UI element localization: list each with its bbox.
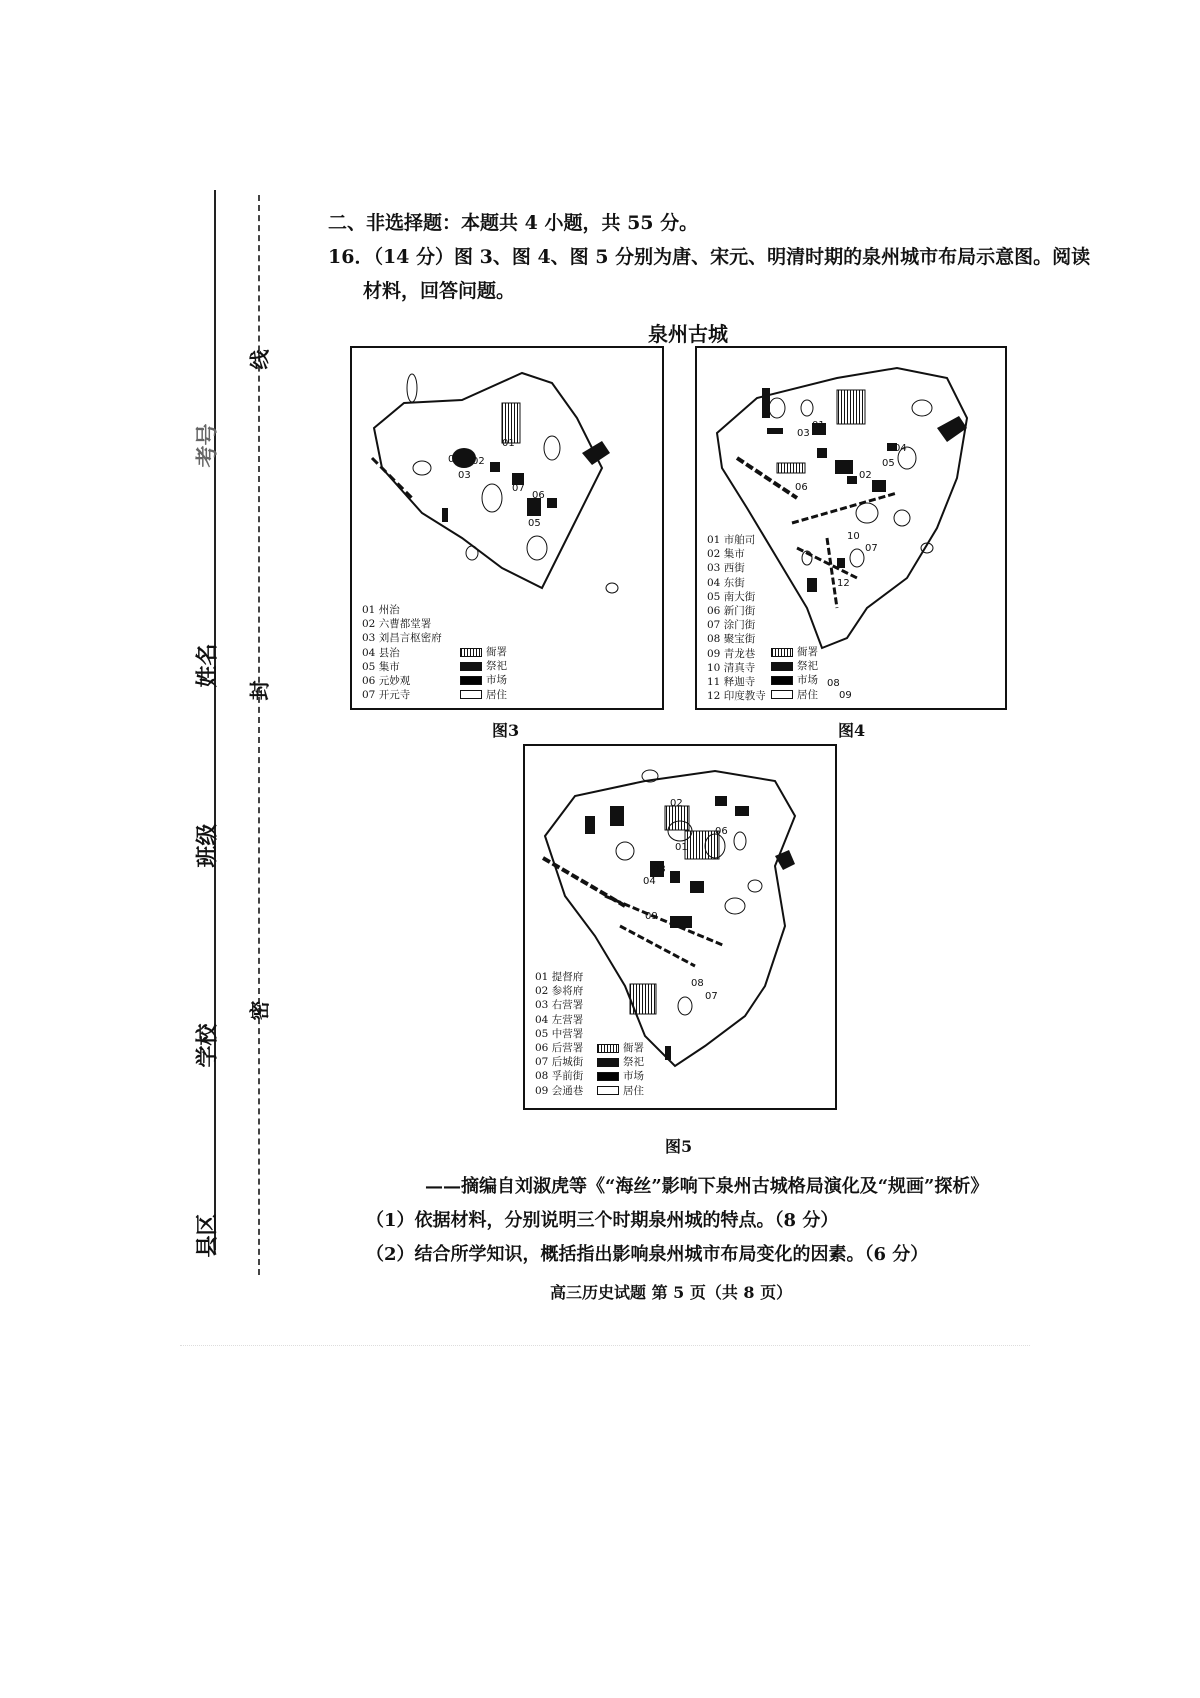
key-residence: 居住 [623,1084,644,1097]
fig3-label-02: 02 [472,456,485,467]
fig3-label-05: 05 [528,518,541,529]
fig3-key [460,645,507,702]
sacrifice-swatch [771,662,793,671]
fig4-label-05: 05 [882,458,895,469]
fig4-label-09: 09 [839,690,852,701]
fig5-legend [535,970,583,1098]
fig5-map [523,744,837,1110]
fig3-legend-item: 07 开元寺 [362,689,411,702]
fig3-label-06: 06 [532,490,545,501]
fig4-legend-item: 11 释迦寺 [707,676,756,689]
fig5-label-08: 08 [691,978,704,989]
sacrifice-swatch [597,1058,619,1067]
fig4-key [771,645,818,702]
fig5-legend-item: 09 会通巷 [535,1084,584,1097]
fig4-legend-item: 06 新门街 [707,605,756,618]
fig5-legend-item: 02 参将府 [535,985,584,998]
margin-label-exam-no: 考号 [194,423,221,468]
fig3-legend-item: 03 刘昌言枢密府 [362,632,442,645]
fig3-map [350,346,664,710]
fig4-label-06: 06 [795,482,808,493]
fig3-legend [362,603,442,702]
fig3-label-01: 01 [502,438,515,449]
key-residence: 居住 [486,688,507,701]
fig3-legend-item: 06 元妙观 [362,675,411,688]
yamen-swatch [597,1044,619,1053]
fig5-label-03: 03 [653,864,666,875]
fig3-legend-item: 02 六曹都堂署 [362,618,432,631]
key-market: 市场 [623,1070,644,1083]
margin-solid-line [214,190,216,1250]
fig5-label-09: 09 [645,911,658,922]
fig5-label-07: 07 [705,991,718,1002]
fig5-caption: 图5 [665,1137,693,1156]
fig5-legend-item: 07 后城街 [535,1056,584,1069]
margin-label-class: 班级 [194,823,221,868]
fig5-legend-item: 03 右营署 [535,999,584,1012]
fig4-legend-item: 05 南大街 [707,590,756,603]
figure-title: 泉州古城 [648,322,728,346]
key-market: 市场 [797,674,818,687]
seal-mark-feng: 封 [247,680,272,701]
key-market: 市场 [486,674,507,687]
fig3-legend-item: 04 县治 [362,646,400,659]
fig5-legend-item: 01 提督府 [535,971,584,983]
key-yamen: 衙署 [486,646,507,658]
fig5-legend-item: 06 后营署 [535,1042,584,1055]
fig4-caption: 图4 [838,721,866,740]
fig4-legend-item: 12 印度教寺 [707,690,766,703]
fig5-legend-item: 08 孚前街 [535,1070,584,1083]
yamen-swatch [460,648,482,657]
seal-mark-mi: 密 [247,1000,272,1021]
key-sacrifice: 祭祀 [486,660,507,673]
fig4-map [695,346,1007,710]
key-yamen: 衙署 [623,1042,644,1054]
fig5-legend-item: 05 中营署 [535,1027,584,1040]
fig4-legend-item: 10 清真寺 [707,661,756,674]
fig4-label-03: 03 [797,428,810,439]
fig3-label-04: 04 [448,454,461,465]
key-yamen: 衙署 [797,646,818,658]
residence-swatch [597,1086,619,1095]
fig4-legend-item: 03 西街 [707,562,745,575]
fig4-label-01: 01 [812,420,825,431]
key-sacrifice: 祭祀 [797,660,818,673]
fig3-label-07: 07 [512,483,525,494]
fig4-label-02: 02 [859,470,872,481]
q16-line2: 材料，回答问题。 [363,280,516,302]
fig3-label-03: 03 [458,470,471,481]
residence-swatch [771,690,793,699]
market-swatch [460,676,482,685]
fig4-legend-item: 02 集市 [707,548,745,561]
fig4-legend-item: 09 青龙巷 [707,647,756,660]
seal-mark-xian: 线 [247,349,272,370]
fig4-label-04: 04 [894,443,907,454]
market-swatch [771,676,793,685]
fig4-label-10: 10 [847,531,860,542]
page-footer: 高三历史试题 第 5 页（共 8 页） [550,1283,793,1302]
fig4-legend-item: 07 涂门街 [707,619,756,632]
key-sacrifice: 祭祀 [623,1056,644,1069]
margin-label-district: 县区 [194,1213,221,1258]
question-2: （2）结合所学知识，概括指出影响泉州城市布局变化的因素。（6 分） [366,1244,929,1265]
residence-swatch [460,690,482,699]
page-separator [180,1345,1030,1346]
fig4-legend-item: 08 聚宝街 [707,633,756,646]
fig4-legend-item: 01 市舶司 [707,534,756,546]
market-swatch [597,1072,619,1081]
sacrifice-swatch [460,662,482,671]
fig5-label-04: 04 [643,876,656,887]
fig5-label-01: 01 [675,842,688,853]
margin-label-name: 姓名 [194,643,221,688]
fig5-label-06: 06 [715,826,728,837]
fig5-key [597,1041,644,1098]
yamen-swatch [771,648,793,657]
fig4-legend [707,533,766,703]
fig4-label-08: 08 [827,678,840,689]
margin-label-school: 学校 [194,1023,221,1068]
section-heading: 二、非选择题：本题共 4 小题，共 55 分。 [328,212,699,234]
source-citation: ——摘编自刘淑虎等《“海丝”影响下泉州古城格局演化及“规画”探析》 [425,1176,989,1197]
q16-line1: 16．（14 分）图 3、图 4、图 5 分别为唐、宋元、明清时期的泉州城市布局示意图。阅读 [328,246,1091,268]
fig4-label-12: 12 [837,578,850,589]
fig3-legend-item: 05 集市 [362,660,400,673]
fig4-label-07: 07 [865,543,878,554]
fig5-label-02: 02 [670,798,683,809]
question-1: （1）依据材料，分别说明三个时期泉州城的特点。（8 分） [366,1210,839,1231]
fig4-legend-item: 04 东街 [707,576,745,589]
key-residence: 居住 [797,688,818,701]
fig5-label-05: 05 [735,806,748,817]
fig3-caption: 图3 [492,721,520,740]
fig3-legend-item: 01 州治 [362,604,400,616]
fig5-legend-item: 04 左营署 [535,1013,584,1026]
